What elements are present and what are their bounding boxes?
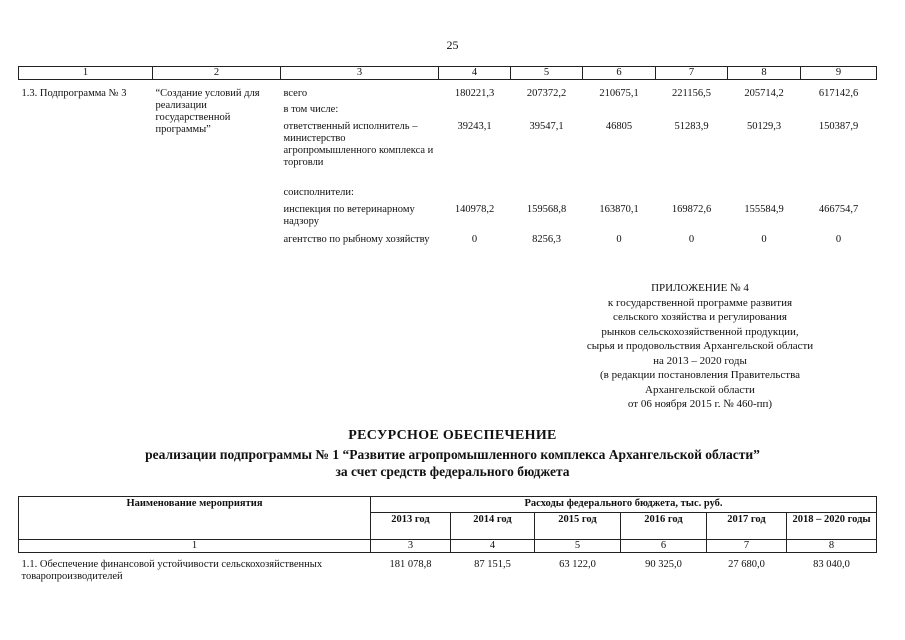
cell-value: 39243,1: [457, 120, 492, 132]
cell-value: 221156,5: [672, 87, 711, 99]
year-header: 2013 год: [371, 513, 451, 540]
col-number: 9: [801, 67, 877, 80]
cell-value: 87 151,5: [474, 559, 511, 570]
cell-value: 51283,9: [674, 120, 709, 132]
year-header: 2018 – 2020 годы: [787, 513, 877, 540]
subprogram-table: [18, 66, 877, 260]
appendix-line: на 2013 – 2020 годы: [653, 354, 747, 367]
row-label: в том числе:: [283, 103, 339, 115]
year-header: 2014 год: [451, 513, 535, 540]
row-label: инспекция по ветеринарному надзору: [283, 203, 415, 227]
col-number: 4: [439, 67, 511, 80]
table-row: [19, 204, 877, 234]
cell-value: 169872,6: [671, 203, 712, 215]
table-row: [19, 88, 877, 104]
row-label: соисполнители:: [283, 186, 354, 198]
col-number: 5: [535, 540, 621, 553]
appendix-line: к государственной программе развития: [607, 296, 793, 309]
cell-value: 163870,1: [599, 203, 639, 215]
program-name: “Создание условий для реализации государственной программы”: [155, 87, 260, 135]
cell-value: 0: [616, 233, 622, 245]
row-label: ответственный исполнитель – министерство агропромышленного комплекса и торговли: [283, 120, 434, 168]
cell-value: 83 040,0: [813, 559, 850, 570]
table-row: [19, 187, 877, 204]
cell-value: 50129,3: [746, 120, 782, 132]
cell-value: 617142,6: [818, 87, 859, 99]
col-number: 6: [583, 67, 656, 80]
row-label: агентство по рыбному хозяйству: [283, 233, 430, 245]
cell-value: 180221,3: [454, 87, 495, 99]
col-number: 4: [451, 540, 535, 553]
year-header: 2017 год: [707, 513, 787, 540]
name-column-header: Наименование мероприятия: [19, 497, 371, 540]
col-number: 1: [19, 67, 153, 80]
cell-value: 155584,9: [744, 203, 784, 215]
cell-value: 0: [761, 233, 767, 245]
document-heading: РЕСУРСНОЕ ОБЕСПЕЧЕНИЕ: [348, 428, 557, 443]
cell-value: 210675,1: [599, 87, 639, 99]
table-row: [19, 234, 877, 260]
year-header: 2016 год: [621, 513, 707, 540]
appendix-block: [548, 281, 852, 412]
col-number: 1: [19, 540, 371, 553]
expense-column-header: Расходы федерального бюджета, тыс. руб.: [371, 497, 877, 513]
document-subheading: реализации подпрограммы № 1 “Развитие агропромышленного комплекса Архангельской области”: [145, 447, 760, 462]
year-header: 2015 год: [535, 513, 621, 540]
cell-value: 466754,7: [818, 203, 859, 215]
table-row: [19, 553, 877, 585]
cell-value: 159568,8: [526, 203, 567, 215]
appendix-line: (в редакции постановления Правительства: [599, 369, 801, 381]
cell-value: 46805: [605, 120, 633, 132]
appendix-title: ПРИЛОЖЕНИЕ № 4: [651, 282, 749, 294]
cell-value: 39547,1: [529, 120, 564, 132]
cell-value: 181 078,8: [389, 559, 432, 570]
resource-table: [18, 496, 877, 584]
cell-value: 207372,2: [526, 87, 567, 99]
measure-name: 1.1. Обеспечение финансовой устойчивости сельскохозяйственных товаропроизводителей: [21, 559, 323, 582]
cell-value: 63 122,0: [559, 559, 596, 570]
col-number: 3: [281, 67, 439, 80]
cell-value: 0: [835, 233, 842, 245]
col-number: 5: [511, 67, 583, 80]
appendix-line: сельского хозяйства и регулирования: [613, 311, 787, 323]
col-number: 8: [787, 540, 877, 553]
appendix-line: сырья и продовольствия Архангельской области: [586, 340, 814, 352]
cell-value: 8256,3: [532, 233, 561, 245]
col-number: 6: [621, 540, 707, 553]
cell-value: 90 325,0: [645, 559, 682, 570]
page-number: 25: [446, 38, 459, 52]
cell-value: 140978,2: [454, 203, 495, 215]
program-code: 1.3. Подпрограмма № 3: [21, 87, 127, 99]
cell-value: 205714,2: [744, 87, 784, 99]
col-number: 8: [728, 67, 801, 80]
appendix-line: Архангельской области: [645, 383, 755, 396]
cell-value: 0: [688, 233, 695, 245]
row-label: всего: [283, 87, 308, 99]
column-number-row: [19, 67, 877, 80]
col-number: 3: [371, 540, 451, 553]
appendix-line: рынков сельскохозяйственной продукции,: [601, 325, 799, 338]
appendix-line: от 06 ноября 2015 г. № 460-пп): [627, 398, 773, 410]
document-subheading-funding: за счет средств федерального бюджета: [335, 464, 570, 479]
col-number: 2: [153, 67, 281, 80]
col-number: 7: [707, 540, 787, 553]
cell-value: 0: [471, 233, 478, 245]
cell-value: 150387,9: [818, 120, 859, 132]
column-number-row: [19, 540, 877, 553]
header-row: [19, 497, 877, 513]
cell-value: 27 680,0: [728, 559, 765, 570]
col-number: 7: [656, 67, 728, 80]
